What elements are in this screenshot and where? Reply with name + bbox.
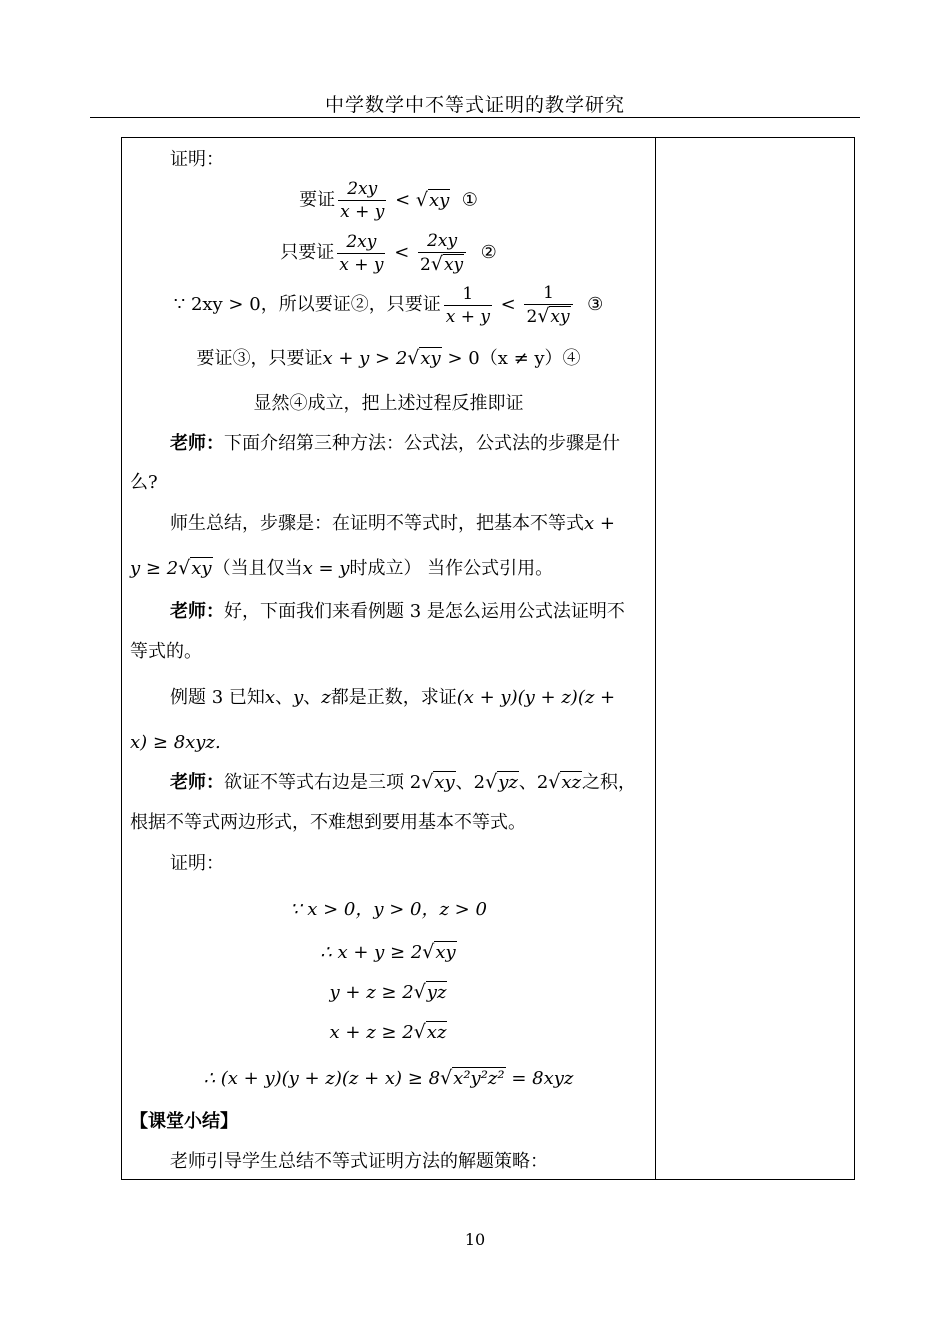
lesson-table (121, 137, 855, 1180)
radicand: x²y²z² (453, 1068, 505, 1089)
summary-math-3: x = y (302, 558, 350, 579)
formula-2-prefix: 只要证 (280, 242, 335, 263)
formula-4-math: x + y > 2 (322, 348, 408, 369)
example-3-line-cont (130, 731, 221, 755)
formula-line-4 (122, 346, 655, 371)
sep: 、2 (518, 772, 549, 793)
radicand: xz (426, 1022, 447, 1043)
teacher-line-2 (170, 600, 625, 624)
fraction-denominator: x + y (340, 202, 385, 222)
marker-2: ② (480, 242, 497, 263)
var-y: y (293, 687, 304, 708)
proof-step-2 (122, 940, 655, 965)
example-text: 都是正数，求证 (330, 687, 457, 708)
step-math-end: = 8xyz (505, 1068, 574, 1089)
formula-line-2 (122, 230, 655, 276)
formula-3-prefix: ∵ 2xy > 0，所以要证②，只要证 (173, 294, 441, 315)
teacher-line-3 (170, 770, 636, 795)
teacher-text: 下面介绍第三种方法：公式法，公式法的步骤是什 (224, 433, 620, 454)
radicand: yz (426, 982, 447, 1003)
sqrt-x2y2z2: √x²y²z² (440, 1067, 505, 1089)
summary-text-3: 时成立） 当作公式引用。 (349, 558, 554, 579)
step-math: ∴ (x + y)(y + z)(z + x) ≥ 8 (203, 1068, 441, 1089)
conclusion-line: 显然④成立，把上述过程反推即证 (253, 393, 524, 414)
sqrt-yz: √yz (485, 771, 518, 793)
summary-math-2: y ≥ 2 (130, 558, 179, 579)
step-math: y + z ≥ 2 (329, 982, 414, 1003)
fraction-right (418, 230, 466, 276)
sqrt-xy: √xy (415, 188, 450, 211)
fraction-denominator: x + y (445, 306, 490, 327)
fraction-denominator: x + y (339, 254, 384, 275)
page-number: 10 (464, 1230, 486, 1249)
fraction-numerator: 2xy (427, 231, 458, 251)
radicand: xy (435, 942, 456, 963)
fraction-1-over-2sqrtxy (524, 282, 572, 328)
teacher-text: 欲证不等式右边是三项 2 (224, 772, 422, 793)
radicand: yz (498, 772, 518, 793)
fraction-numerator: 2xy (347, 179, 378, 199)
teacher-line-1-cont: 么? (130, 472, 158, 493)
teacher-label: 老师： (170, 601, 224, 622)
var-z: z (321, 687, 331, 708)
formula-1-prefix: 要证 (299, 189, 336, 211)
sep: 、 (303, 687, 322, 708)
teacher-text-end: 之积， (582, 772, 637, 793)
header-rule (90, 117, 860, 118)
radicand: xz (561, 772, 582, 793)
sep: 、 (275, 687, 294, 708)
teacher-line-1 (170, 432, 620, 456)
formula-line-1 (122, 178, 655, 223)
marker-1: ① (461, 189, 478, 211)
section-heading-summary: 【课堂小结】 (130, 1111, 238, 1132)
fraction-numerator: 1 (543, 283, 554, 303)
less-than: < (494, 294, 522, 315)
step-math: x + z ≥ 2 (329, 1022, 414, 1043)
teacher-label: 老师： (170, 772, 224, 793)
teacher-line-3-cont: 根据不等式两边形式，不难想到要用基本不等式。 (130, 812, 526, 833)
fraction-denominator: 2√xy (418, 252, 466, 276)
sqrt-xy: √xy (422, 941, 456, 963)
teacher-text: 好，下面我们来看例题 3 是怎么运用公式法证明不 (224, 601, 625, 622)
teacher-label: 老师： (170, 433, 224, 454)
proof-step-4 (122, 1020, 655, 1045)
sep: 、2 (455, 772, 486, 793)
proof-label-2: 证明： (170, 853, 224, 874)
fraction-1-over-xplusy (444, 283, 492, 328)
radicand: xy (191, 558, 212, 579)
var-x: x (264, 687, 276, 708)
example-math: (x + y)(y + z)(z + (456, 687, 616, 708)
teacher-line-2-cont: 等式的。 (130, 641, 202, 662)
summary-text-2: （当且仅当 (212, 558, 303, 579)
proof-step-3 (122, 980, 655, 1005)
fraction-left (337, 231, 385, 276)
formula-line-3 (122, 282, 655, 328)
fraction-numerator: 1 (462, 283, 474, 304)
sqrt-xz: √xz (413, 1021, 447, 1043)
radicand: xy (434, 772, 455, 793)
example-label: 例题 3 已知 (170, 687, 265, 708)
radicand: xy (420, 348, 441, 369)
summary-intro-line: 老师引导学生总结不等式证明方法的解题策略： (170, 1151, 548, 1172)
column-divider (655, 138, 656, 1179)
step-math: ∴ x + y ≥ 2 (320, 942, 423, 963)
proof-step-5 (122, 1066, 655, 1091)
summary-line (170, 512, 615, 536)
sqrt-xy: √xy (407, 347, 441, 369)
marker-3: ③ (587, 294, 604, 315)
example-3-line (170, 686, 615, 710)
proof-label-1: 证明： (170, 149, 224, 170)
sqrt-xy: √xy (178, 557, 212, 579)
sqrt-yz: √yz (413, 981, 447, 1003)
fraction-numerator: 2xy (346, 231, 377, 252)
sqrt-xz: √xz (548, 771, 582, 793)
summary-line-cont (130, 556, 553, 581)
fraction-2xy-over-xplusy (338, 178, 386, 223)
less-than: < (388, 242, 416, 263)
less-than: < (389, 189, 416, 211)
summary-text: 师生总结，步骤是：在证明不等式时，把基本不等式 (170, 513, 584, 534)
radicand: xy (428, 189, 450, 211)
page-header-title: 中学数学中不等式证明的教学研究 (324, 94, 625, 116)
fraction-denominator: 2√xy (524, 304, 572, 328)
proof-step-1: ∵ x > 0，y > 0，z > 0 (290, 899, 487, 920)
summary-math: x + (584, 513, 615, 534)
formula-4-suffix: > 0（x ≠ y）④ (441, 348, 581, 369)
formula-4-prefix: 要证③，只要证 (196, 348, 323, 369)
sqrt-xy: √xy (421, 771, 455, 793)
example-math-2: x) ≥ 8xyz. (130, 732, 221, 753)
